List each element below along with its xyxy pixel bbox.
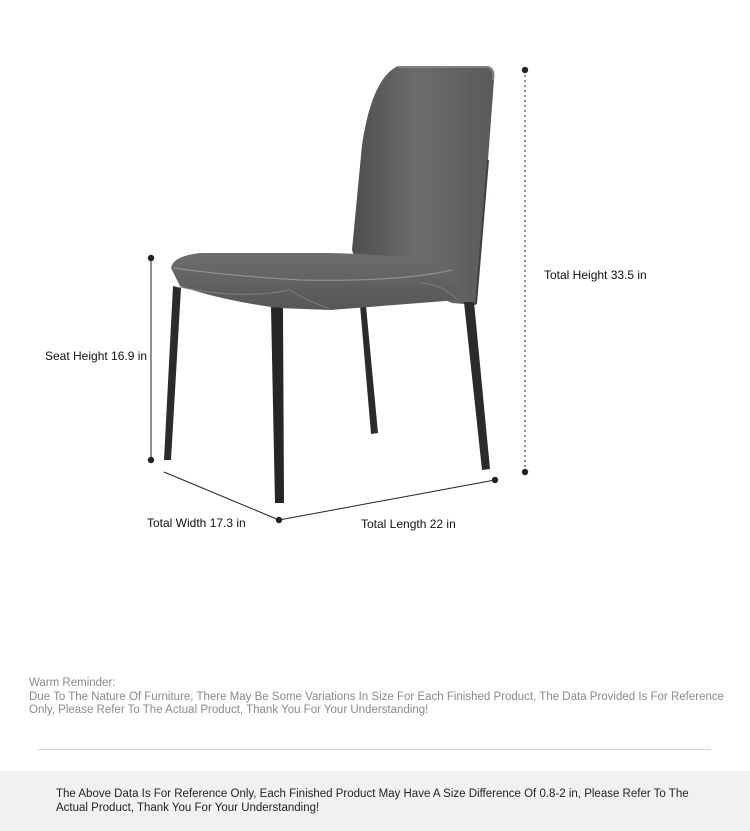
total-width-label: Total Width 17.3 in [147, 516, 246, 530]
chair-seat [171, 253, 458, 310]
seat-height-label: Seat Height 16.9 in [45, 349, 148, 363]
warm-reminder-body: Due To The Nature Of Furniture, There May Be Some Variations In Size For Each Finished Product, The Data Provided Is For Reference Only, Please Refer To The Actual Product, Thank You For Your Understanding! [29, 690, 725, 716]
total-length-label: Total Length 22 in [361, 517, 456, 531]
chair-back-leg-left [360, 305, 378, 434]
section-divider [38, 749, 711, 750]
chair-back-leg-right [464, 302, 490, 470]
chair-front-leg-left [164, 286, 181, 460]
seat-height-dimension-line [148, 255, 154, 463]
total-height-dimension-line [522, 67, 528, 475]
total-width-dimension-line [164, 472, 279, 520]
warm-reminder-title: Warm Reminder: [29, 677, 116, 689]
footer-note: The Above Data Is For Reference Only, Each Finished Product May Have A Size Difference Of 0.8-2 in, Please Refer To The Actual Product, Thank You For Your Understanding! [56, 788, 689, 814]
chair-front-leg-right [271, 307, 284, 503]
total-height-label: Total Height 33.5 in [544, 268, 647, 282]
warm-reminder-note [29, 677, 729, 718]
